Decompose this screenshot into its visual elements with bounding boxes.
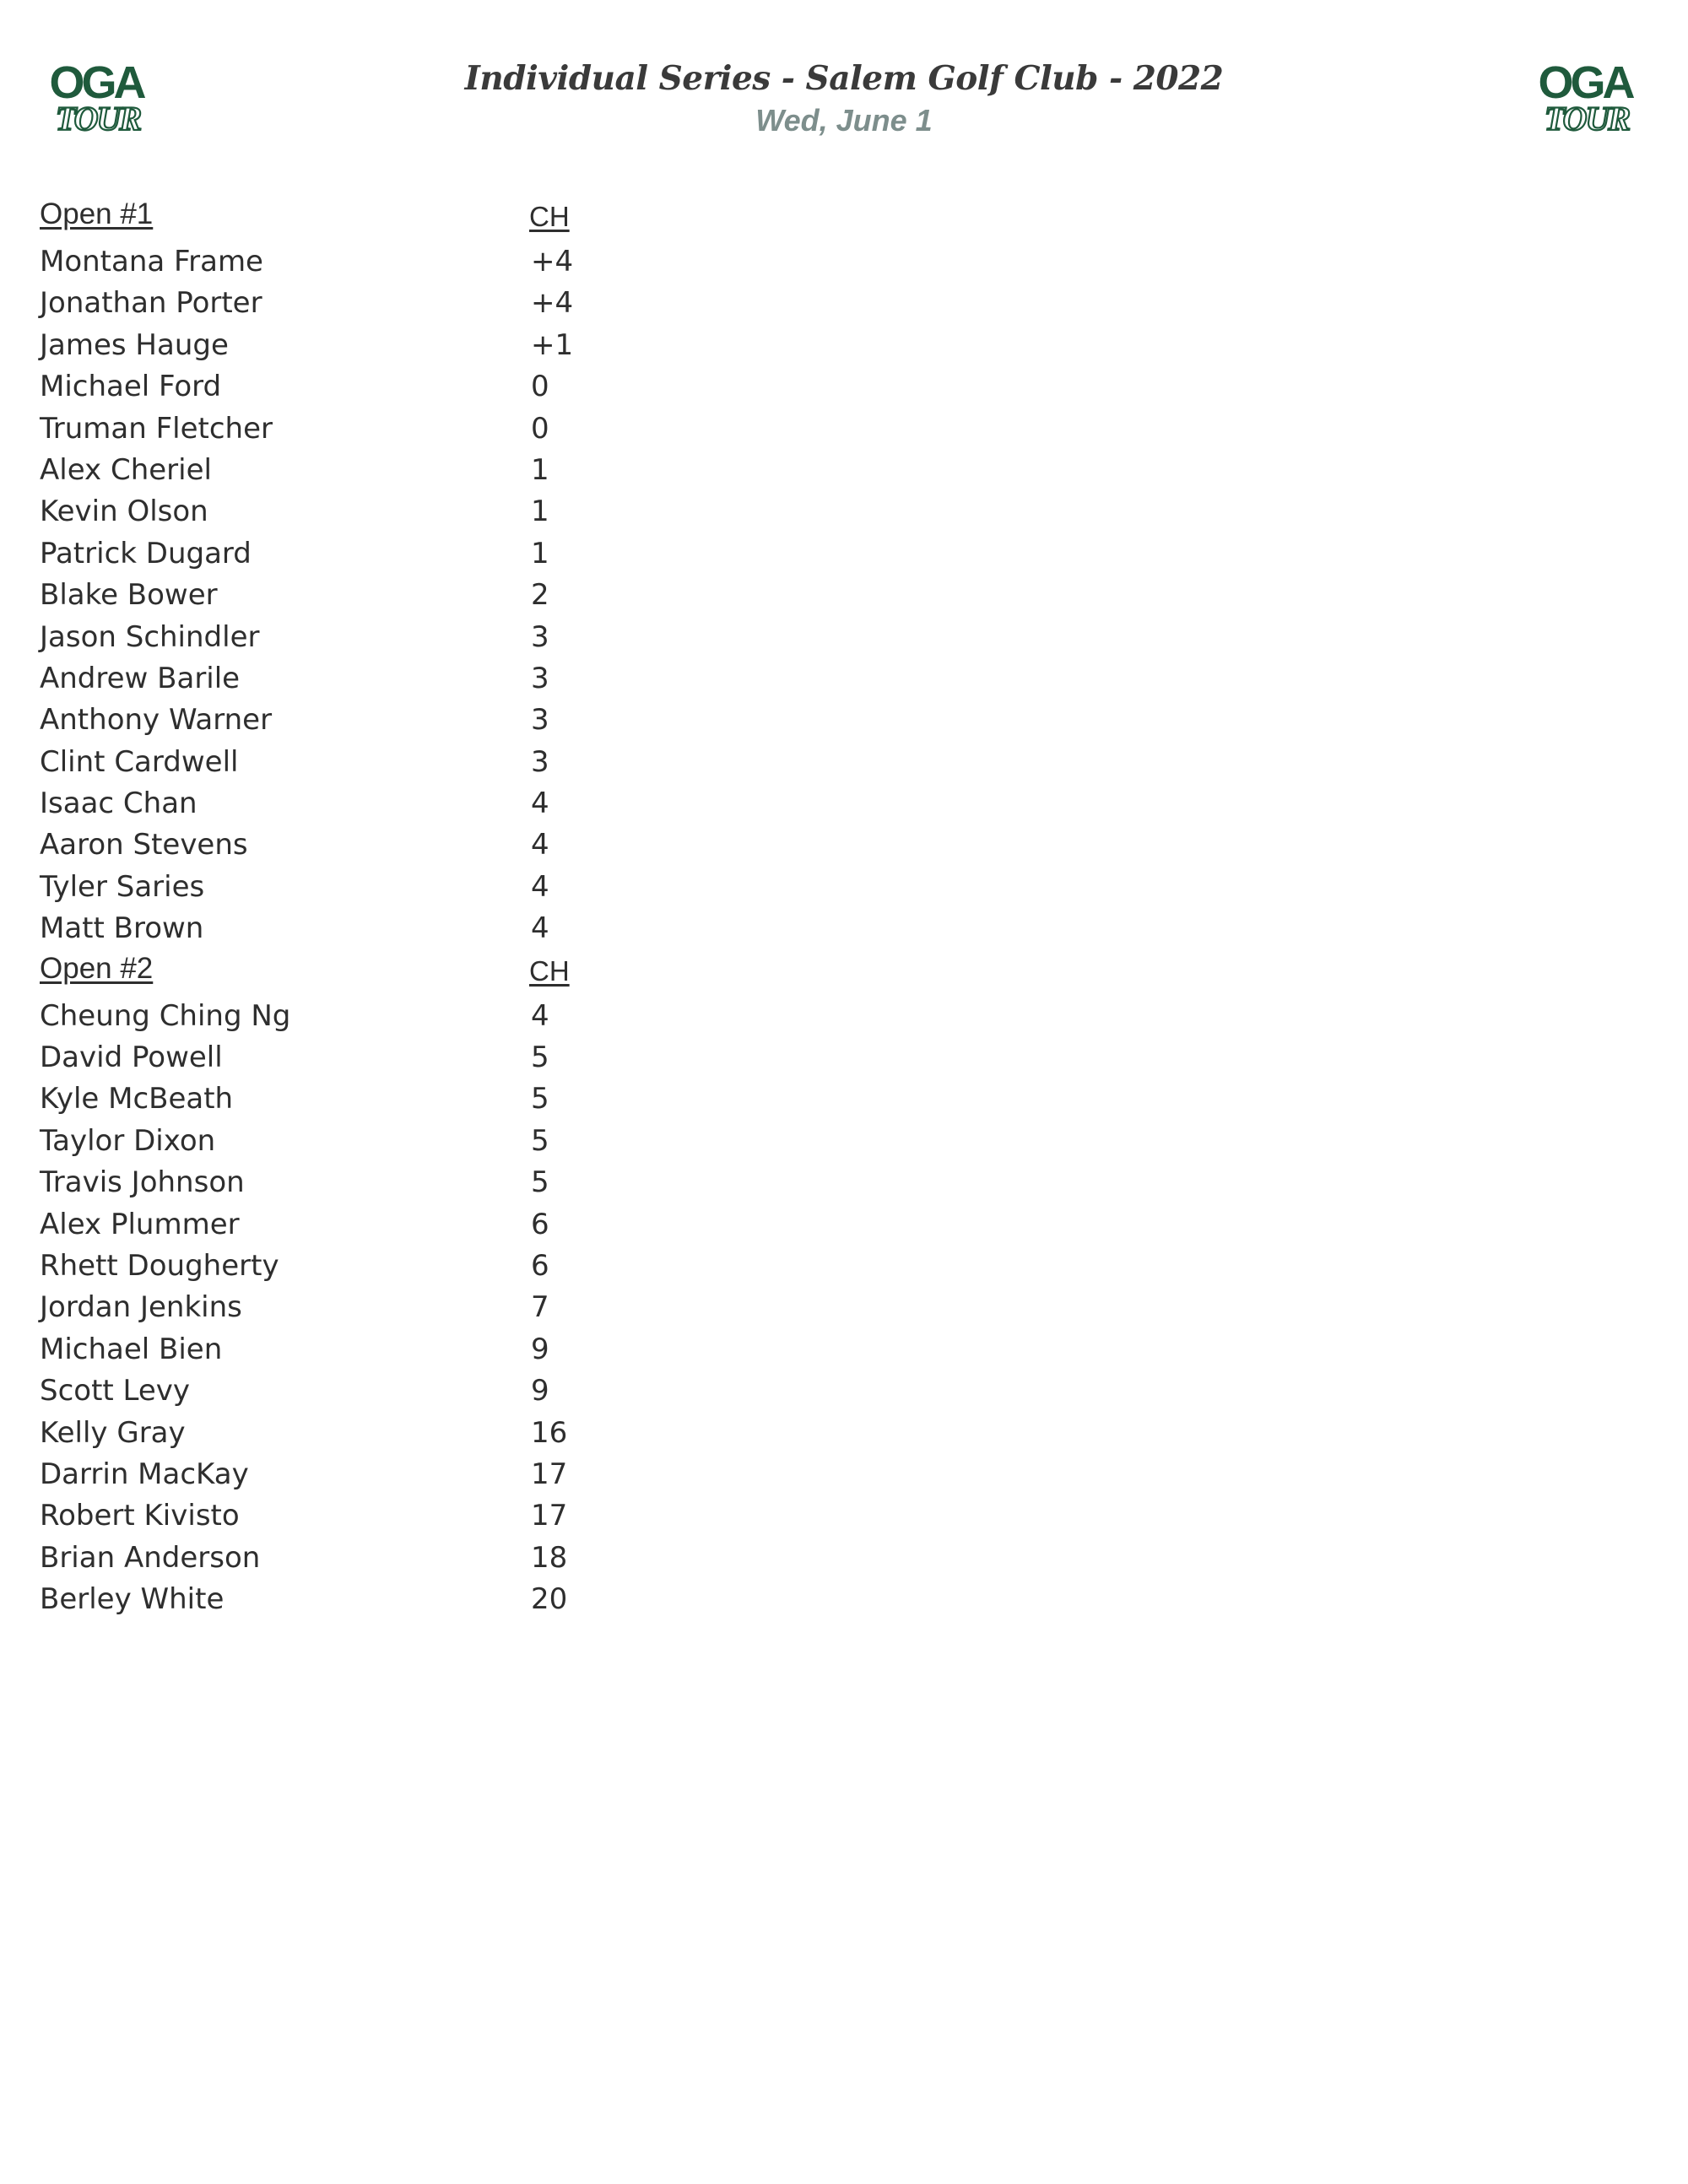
player-course-handicap: 5: [531, 1123, 549, 1158]
player-row: [40, 1204, 799, 1246]
player-row: [40, 325, 799, 366]
player-name: Aaron Stevens: [40, 828, 248, 862]
player-course-handicap: 3: [531, 744, 549, 779]
page-subtitle-date: Wed, June 1: [755, 103, 933, 138]
player-name: Montana Frame: [40, 245, 263, 278]
player-row: [40, 1246, 799, 1287]
player-row: [40, 1162, 799, 1203]
player-name: Kyle McBeath: [40, 1082, 234, 1116]
player-name: Taylor Dixon: [40, 1123, 216, 1158]
player-name: Darrin MacKay: [40, 1457, 249, 1491]
player-row: [40, 450, 799, 491]
player-row: [40, 1579, 799, 1620]
player-course-handicap: 5: [531, 1041, 549, 1075]
oga-tour-logo-icon: [39, 57, 157, 135]
page-title: Individual Series - Salem Golf Club - 2022: [464, 59, 1224, 98]
section-title: Open #1: [40, 197, 154, 230]
player-course-handicap: +1: [531, 327, 574, 362]
player-course-handicap: 4: [531, 869, 549, 904]
player-row: [40, 783, 799, 824]
player-row: [40, 1495, 799, 1537]
section-header: [40, 196, 799, 241]
player-course-handicap: 9: [531, 1374, 549, 1408]
player-name: Scott Levy: [40, 1374, 191, 1408]
player-row: [40, 1078, 799, 1120]
player-name: Matt Brown: [40, 911, 204, 946]
player-row: [40, 867, 799, 908]
player-course-handicap: 4: [531, 787, 549, 821]
player-name: Kelly Gray: [40, 1415, 186, 1450]
player-row: [40, 408, 799, 450]
player-course-handicap: 0: [531, 411, 549, 446]
player-row: [40, 996, 799, 1037]
player-name: Truman Fletcher: [40, 411, 273, 446]
player-row: [40, 491, 799, 532]
logo-text-bottom: TOUR: [55, 100, 141, 135]
player-name: David Powell: [40, 1041, 223, 1075]
player-row: [40, 700, 799, 741]
player-row: [40, 1287, 799, 1328]
player-course-handicap: 3: [531, 661, 549, 695]
player-course-handicap: 17: [531, 1457, 568, 1491]
player-course-handicap: 3: [531, 619, 549, 654]
oga-tour-logo-icon: [1528, 57, 1646, 135]
player-course-handicap: 7: [531, 1290, 549, 1325]
player-course-handicap: 5: [531, 1165, 549, 1200]
player-name: Berley White: [40, 1582, 225, 1617]
player-name: Brian Anderson: [40, 1540, 261, 1575]
ch-column-header: CH: [529, 954, 570, 987]
player-course-handicap: 3: [531, 703, 549, 738]
player-roster: [40, 196, 799, 1621]
player-name: Rhett Dougherty: [40, 1248, 279, 1283]
player-list: [40, 241, 799, 950]
page-header: [338, 56, 1350, 140]
player-course-handicap: 1: [531, 495, 549, 529]
player-row: [40, 617, 799, 658]
player-course-handicap: 9: [531, 1332, 549, 1366]
player-course-handicap: 1: [531, 452, 549, 487]
player-name: Jonathan Porter: [40, 286, 262, 321]
oga-tour-logo-left: [39, 57, 157, 135]
player-course-handicap: 6: [531, 1207, 549, 1241]
player-name: Andrew Barile: [40, 661, 241, 695]
player-row: [40, 241, 799, 283]
section-title: Open #2: [40, 951, 154, 985]
player-name: Isaac Chan: [40, 787, 197, 821]
section-open-1: [40, 196, 799, 950]
section-open-2: [40, 950, 799, 1621]
player-row: [40, 575, 799, 616]
player-course-handicap: 6: [531, 1248, 549, 1283]
player-course-handicap: 0: [531, 370, 549, 404]
player-name: Jordan Jenkins: [40, 1290, 242, 1325]
player-row: [40, 658, 799, 700]
player-row: [40, 1538, 799, 1579]
oga-tour-logo-right: [1528, 57, 1646, 135]
player-name: Blake Bower: [40, 578, 218, 613]
player-row: [40, 366, 799, 408]
player-course-handicap: 17: [531, 1499, 568, 1533]
player-course-handicap: 1: [531, 536, 549, 570]
player-row: [40, 908, 799, 949]
player-row: [40, 742, 799, 783]
player-course-handicap: 18: [531, 1540, 568, 1575]
player-list: [40, 996, 799, 1621]
player-course-handicap: 16: [531, 1415, 568, 1450]
player-row: [40, 1454, 799, 1495]
player-course-handicap: 4: [531, 998, 549, 1033]
logo-text-top: OGA: [1538, 57, 1632, 108]
player-row: [40, 1370, 799, 1412]
player-name: Tyler Saries: [40, 869, 205, 904]
player-course-handicap: 5: [531, 1082, 549, 1116]
player-course-handicap: 4: [531, 911, 549, 946]
player-course-handicap: 4: [531, 828, 549, 862]
player-name: Travis Johnson: [40, 1165, 245, 1200]
player-row: [40, 533, 799, 575]
player-name: Michael Bien: [40, 1332, 223, 1366]
player-row: [40, 1413, 799, 1454]
player-name: James Hauge: [40, 327, 229, 362]
player-name: Jason Schindler: [40, 619, 260, 654]
player-name: Robert Kivisto: [40, 1499, 240, 1533]
player-course-handicap: +4: [531, 286, 574, 321]
player-row: [40, 283, 799, 324]
player-name: Alex Plummer: [40, 1207, 240, 1241]
player-row: [40, 1037, 799, 1078]
player-name: Patrick Dugard: [40, 536, 252, 570]
player-name: Clint Cardwell: [40, 744, 239, 779]
player-course-handicap: 20: [531, 1582, 568, 1617]
player-name: Alex Cheriel: [40, 452, 212, 487]
player-name: Michael Ford: [40, 370, 222, 404]
logo-text-bottom: TOUR: [1544, 100, 1630, 135]
player-course-handicap: +4: [531, 245, 574, 278]
player-row: [40, 1329, 799, 1370]
player-name: Kevin Olson: [40, 495, 208, 529]
player-name: Anthony Warner: [40, 703, 273, 738]
logo-text-top: OGA: [49, 57, 143, 108]
ch-column-header: CH: [529, 201, 570, 232]
player-row: [40, 1121, 799, 1162]
player-course-handicap: 2: [531, 578, 549, 613]
section-header: [40, 950, 799, 996]
player-name: Cheung Ching Ng: [40, 998, 291, 1033]
player-row: [40, 824, 799, 866]
